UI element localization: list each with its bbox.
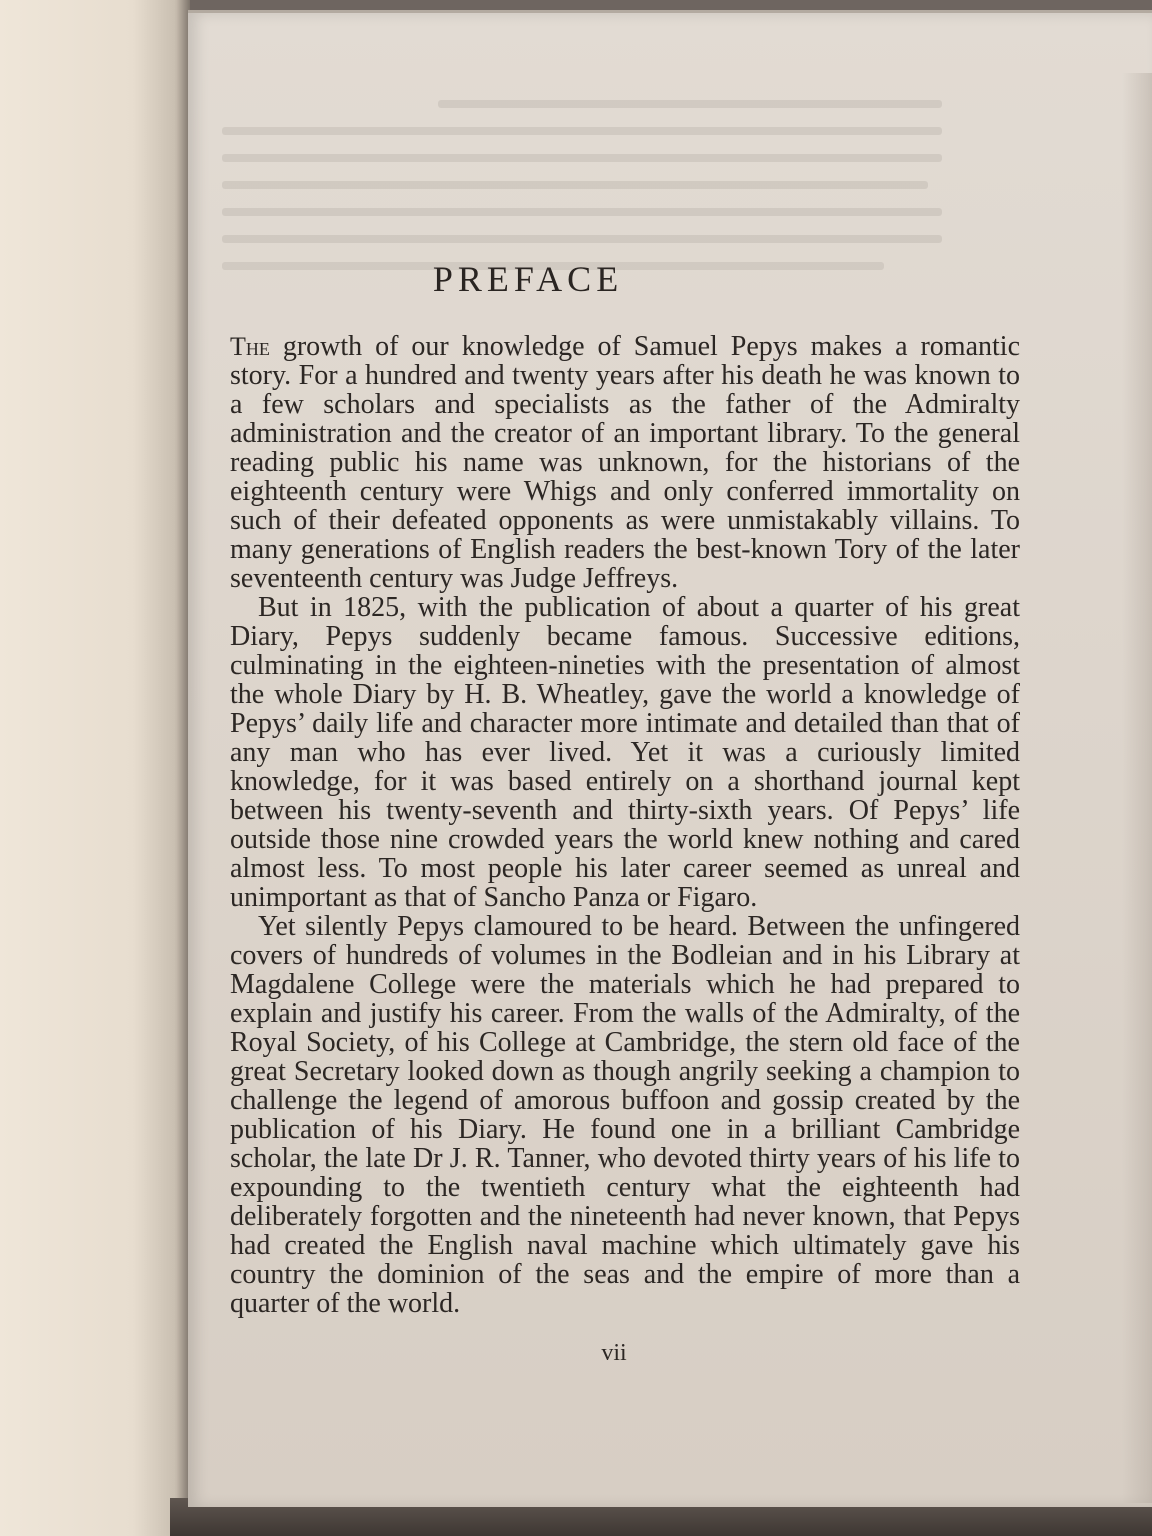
paragraph-2: But in 1825, with the publication of about a quarter of his great Diary, Pepys suddenly became famous. Successive editions, culminating in the eighteen-nineties with the presentation of almost the whole Diary by H. B. Wheatley, gave the world a knowledge of Pepys’ daily life and character more intimate and detailed than that of any man who has ever lived. Yet it was a curiously limited knowledge, for it was based entirely on a shorthand journal kept between his twenty-seventh and thirty-sixth years. Of Pepys’ life outside those nine crowded years the world knew nothing and cared almost less. To most people his later career seemed as unreal and unimportant as that of Sancho Panza or Figaro.	[230, 592, 1020, 913]
paragraph-lead-word: The	[230, 332, 270, 361]
page-number: vii	[601, 1340, 627, 1366]
page-edge	[1122, 73, 1152, 1503]
paragraph-1-text: growth of our knowledge of Samuel Pepys makes a romantic story. For a hundred and twenty years after his death he was known to a few scholars and specialists as the father of the Admiralty administration and the creator of an important library. To the general reading public his name was unknown, for the historians of the eighteenth century were Whigs and only conferred immortality on such of their defeated opponents as were unmistakably villains. To many generations of English readers the best-known Tory of the later seventeenth century was Judge Jeffreys.	[230, 331, 1020, 594]
facing-page	[0, 0, 190, 1536]
paragraph-1	[230, 332, 1020, 593]
preface-body	[230, 332, 1020, 1318]
paragraph-3: Yet silently Pepys clamoured to be heard. Between the unfingered covers of hundreds of volumes in the Bodleian and in his Library at Magdalene College were the materials which he had prepared to explain and justify his career. From the walls of the Admiralty, of the Royal Society, of his College at Cambridge, the stern old face of the great Secretary looked down as though angrily seeking a champion to challenge the legend of amorous buffoon and gossip created by the publication of his Diary. He found one in a brilliant Cambridge scholar, the late Dr J. R. Tanner, who devoted thirty years of his life to expounding to the twentieth century what the eighteenth had deliberately forgotten and the nineteenth had never known, that Pepys had created the English naval machine which ultimately gave his country the dominion of the seas and the empire of more than a quarter of the world.	[230, 911, 1020, 1319]
page-title: PREFACE	[432, 259, 624, 299]
